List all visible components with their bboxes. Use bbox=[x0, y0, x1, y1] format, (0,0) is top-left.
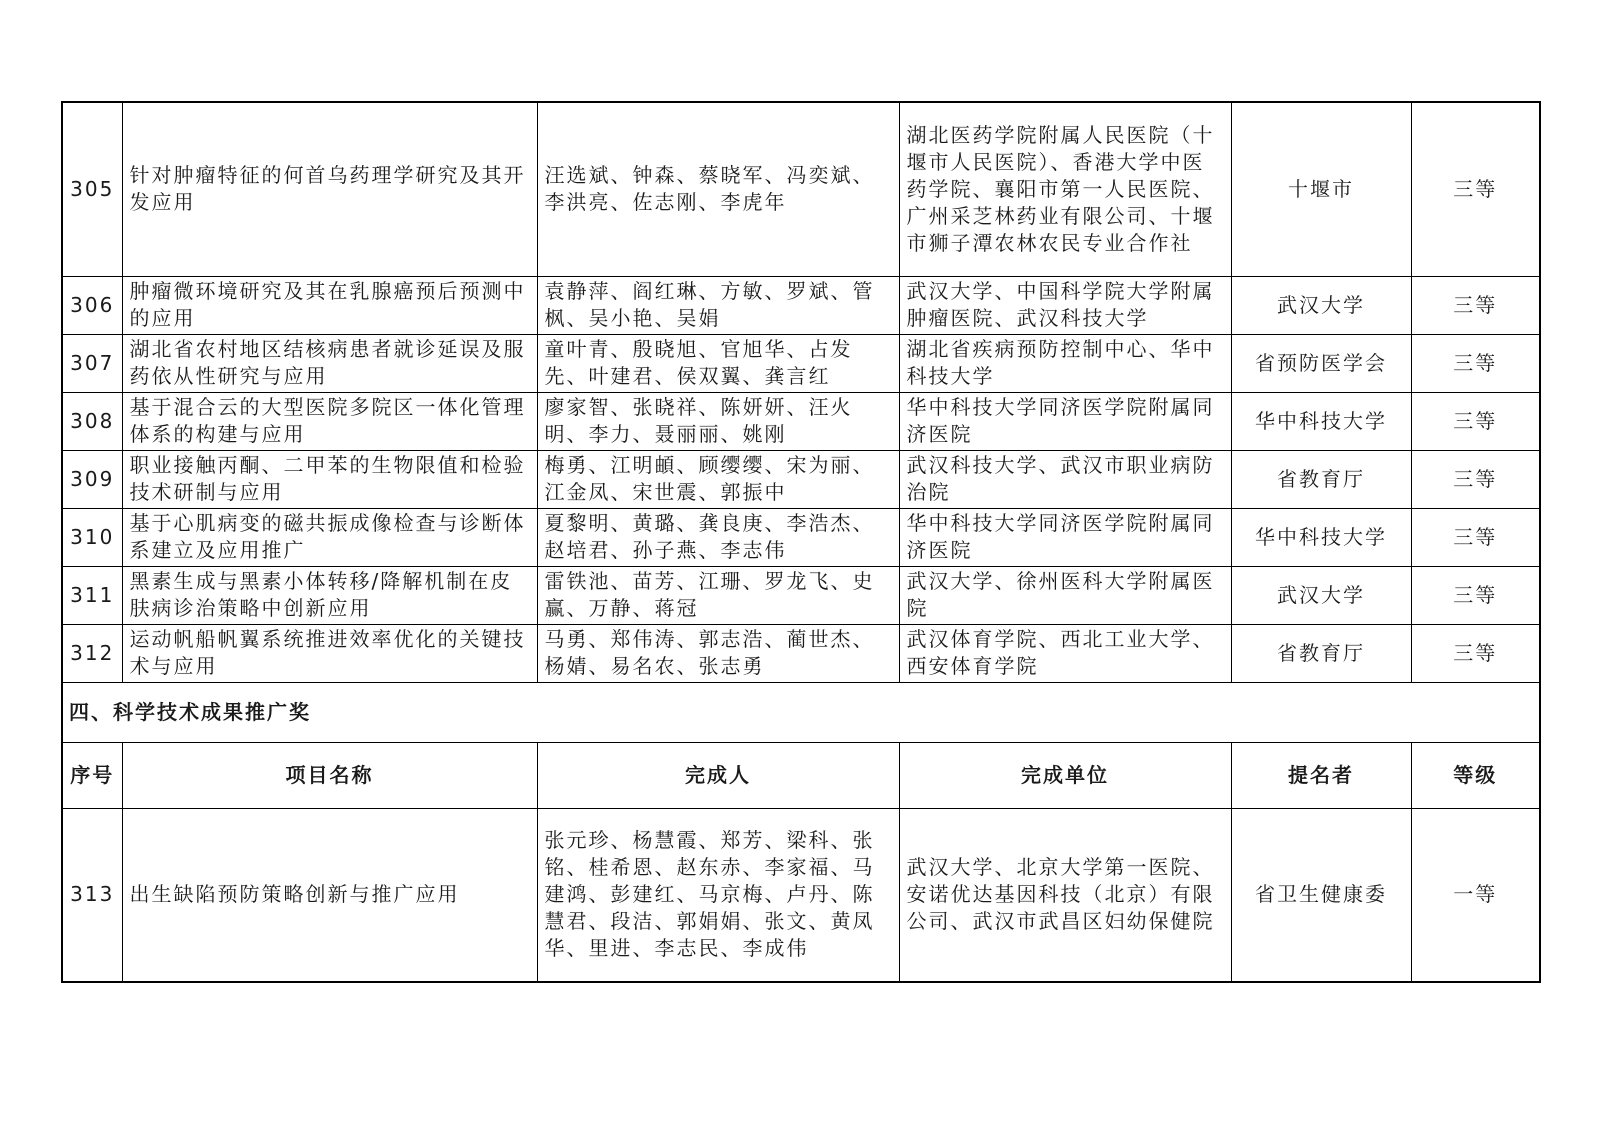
project-name: 基于混合云的大型医院多院区一体化管理体系的构建与应用 bbox=[122, 392, 537, 450]
completers: 马勇、郑伟涛、郭志浩、蔺世杰、杨婧、易名农、张志勇 bbox=[537, 624, 899, 682]
completers: 雷铁池、苗芳、江珊、罗龙飞、史赢、万静、蒋冠 bbox=[537, 566, 899, 624]
table-row bbox=[62, 276, 1540, 334]
nominator: 武汉大学 bbox=[1231, 276, 1411, 334]
completing-units: 湖北医药学院附属人民医院（十堰市人民医院）、香港大学中医药学院、襄阳市第一人民医院、广州采芝林药业有限公司、十堰市狮子潭农林农民专业合作社 bbox=[899, 102, 1231, 276]
row-number: 310 bbox=[62, 508, 122, 566]
header-grade: 等级 bbox=[1411, 742, 1540, 808]
completing-units: 华中科技大学同济医学院附属同济医院 bbox=[899, 392, 1231, 450]
header-serial-no: 序号 bbox=[62, 742, 122, 808]
row-number: 305 bbox=[62, 102, 122, 276]
row-number: 312 bbox=[62, 624, 122, 682]
table-row bbox=[62, 334, 1540, 392]
completers: 廖家智、张晓祥、陈妍妍、汪火明、李力、聂丽丽、姚刚 bbox=[537, 392, 899, 450]
table-row bbox=[62, 102, 1540, 276]
project-name: 职业接触丙酮、二甲苯的生物限值和检验技术研制与应用 bbox=[122, 450, 537, 508]
completing-units: 湖北省疾病预防控制中心、华中科技大学 bbox=[899, 334, 1231, 392]
grade: 三等 bbox=[1411, 450, 1540, 508]
completers: 袁静萍、阎红琳、方敏、罗斌、管枫、吴小艳、吴娟 bbox=[537, 276, 899, 334]
table-row bbox=[62, 808, 1540, 982]
completing-units: 武汉大学、中国科学院大学附属肿瘤医院、武汉科技大学 bbox=[899, 276, 1231, 334]
grade: 三等 bbox=[1411, 102, 1540, 276]
grade: 一等 bbox=[1411, 808, 1540, 982]
completers: 夏黎明、黄璐、龚良庚、李浩杰、赵培君、孙子燕、李志伟 bbox=[537, 508, 899, 566]
project-name: 运动帆船帆翼系统推进效率优化的关键技术与应用 bbox=[122, 624, 537, 682]
completing-units: 武汉大学、徐州医科大学附属医院 bbox=[899, 566, 1231, 624]
project-name: 黑素生成与黑素小体转移/降解机制在皮肤病诊治策略中创新应用 bbox=[122, 566, 537, 624]
grade: 三等 bbox=[1411, 276, 1540, 334]
table-row bbox=[62, 450, 1540, 508]
row-number: 306 bbox=[62, 276, 122, 334]
grade: 三等 bbox=[1411, 508, 1540, 566]
project-name: 针对肿瘤特征的何首乌药理学研究及其开发应用 bbox=[122, 102, 537, 276]
nominator: 武汉大学 bbox=[1231, 566, 1411, 624]
header-completers: 完成人 bbox=[537, 742, 899, 808]
project-name: 肿瘤微环境研究及其在乳腺癌预后预测中的应用 bbox=[122, 276, 537, 334]
table-row bbox=[62, 508, 1540, 566]
award-table bbox=[61, 101, 1541, 983]
nominator: 省预防医学会 bbox=[1231, 334, 1411, 392]
table-row bbox=[62, 566, 1540, 624]
project-name: 基于心肌病变的磁共振成像检查与诊断体系建立及应用推广 bbox=[122, 508, 537, 566]
table-row bbox=[62, 392, 1540, 450]
nominator: 华中科技大学 bbox=[1231, 392, 1411, 450]
nominator: 十堰市 bbox=[1231, 102, 1411, 276]
grade: 三等 bbox=[1411, 392, 1540, 450]
completers: 汪选斌、钟森、蔡晓军、冯奕斌、李洪亮、佐志刚、李虎年 bbox=[537, 102, 899, 276]
header-row bbox=[62, 742, 1540, 808]
table-row bbox=[62, 624, 1540, 682]
completing-units: 武汉大学、北京大学第一医院、安诺优达基因科技（北京）有限公司、武汉市武昌区妇幼保健院 bbox=[899, 808, 1231, 982]
grade: 三等 bbox=[1411, 566, 1540, 624]
header-project-name: 项目名称 bbox=[122, 742, 537, 808]
section-title: 四、科学技术成果推广奖 bbox=[62, 682, 1540, 742]
completers: 张元珍、杨慧霞、郑芳、梁科、张铭、桂希恩、赵东赤、李家福、马建鸿、彭建红、马京梅、卢丹、陈慧君、段洁、郭娟娟、张文、黄凤华、里进、李志民、李成伟 bbox=[537, 808, 899, 982]
completing-units: 华中科技大学同济医学院附属同济医院 bbox=[899, 508, 1231, 566]
grade: 三等 bbox=[1411, 334, 1540, 392]
completing-units: 武汉科技大学、武汉市职业病防治院 bbox=[899, 450, 1231, 508]
row-number: 308 bbox=[62, 392, 122, 450]
header-nominator: 提名者 bbox=[1231, 742, 1411, 808]
row-number: 311 bbox=[62, 566, 122, 624]
nominator: 省教育厅 bbox=[1231, 450, 1411, 508]
grade: 三等 bbox=[1411, 624, 1540, 682]
header-completing-units: 完成单位 bbox=[899, 742, 1231, 808]
section-row bbox=[62, 682, 1540, 742]
completers: 梅勇、江明頔、顾缨缨、宋为丽、江金凤、宋世震、郭振中 bbox=[537, 450, 899, 508]
row-number: 307 bbox=[62, 334, 122, 392]
row-number: 313 bbox=[62, 808, 122, 982]
row-number: 309 bbox=[62, 450, 122, 508]
nominator: 省教育厅 bbox=[1231, 624, 1411, 682]
nominator: 华中科技大学 bbox=[1231, 508, 1411, 566]
project-name: 湖北省农村地区结核病患者就诊延误及服药依从性研究与应用 bbox=[122, 334, 537, 392]
completing-units: 武汉体育学院、西北工业大学、西安体育学院 bbox=[899, 624, 1231, 682]
project-name: 出生缺陷预防策略创新与推广应用 bbox=[122, 808, 537, 982]
nominator: 省卫生健康委 bbox=[1231, 808, 1411, 982]
completers: 童叶青、殷晓旭、官旭华、占发先、叶建君、侯双翼、龚言红 bbox=[537, 334, 899, 392]
